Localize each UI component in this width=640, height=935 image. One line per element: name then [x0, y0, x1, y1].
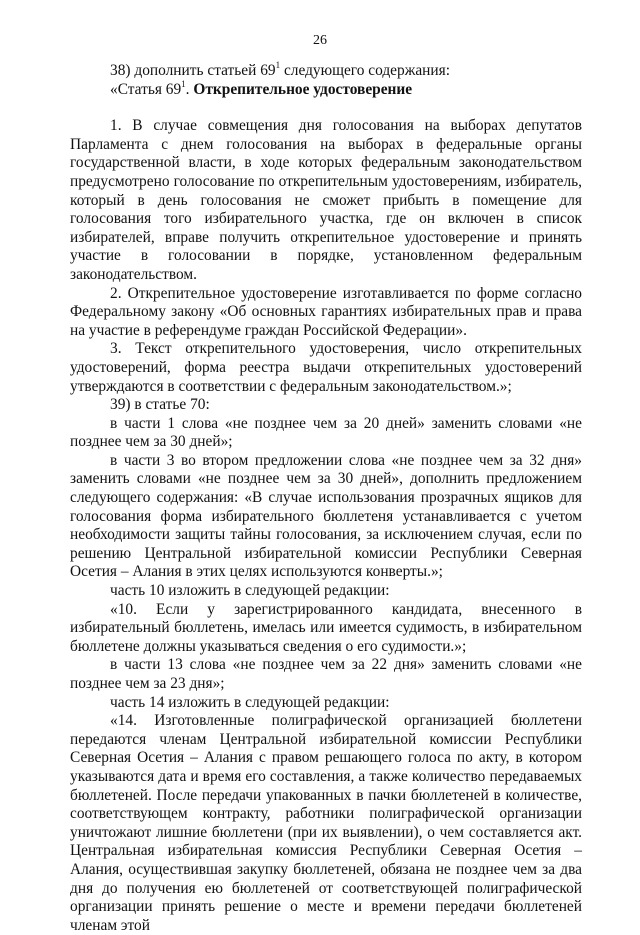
text-segment: «10. Если у зарегистрированного кандидата, внесенного в избирательный бюллетень, имелась или имеется судимость, в избирательном бюллетене должны указываться сведения о его судимости.»; [70, 600, 582, 655]
text-segment: в части 13 слова «не позднее чем за 22 дня» заменить словами «не позднее чем за 23 дня»; [70, 656, 582, 692]
paragraph-p7 [70, 452, 582, 582]
text-segment: «14. Изготовленные полиграфической организацией бюллетени передаются членам Центральной избирательной комиссии Республики Северная Осетия – Алания с правом решающего голоса по акту, в котором указываются дата и время его составления, а также количество передаваемых бюллетеней. После передачи упакованных в пачки бюллетеней в количестве, соответствующем контракту, работники полиграфической организации уничтожают лишние бюллетени (при их выявлении), о чем составляется акт. Центральная избирательная комиссия Республики Северная Осетия – Алания, осуществившая закупку бюллетеней, обязана не позднее чем за два дня до получения ею бюллетеней от соответствующей полиграфической организации принять решение о месте и времени передачи бюллетеней членам этой [70, 712, 582, 934]
superscript: 1 [275, 60, 281, 70]
paragraph-p10 [70, 656, 582, 693]
text-segment: 38) дополнить статьей 69 [110, 62, 276, 79]
text-segment: 39) в статье 70: [110, 396, 210, 414]
text-segment: 1. В случае совмещения дня голосования на выборах депутатов Парламента с днем голосования на выборах в федеральные органы государственной власти, в ходе которых федеральным законодательством предусмотрено голосование по открепительным удостоверениям, избиратель, который в день голосования не сможет прибыть в помещение для голосования того избирательного участка, где он включен в список избирателей, вправе получить открепительное удостоверение и принять участие в голосовании в порядке, установленном федеральным законодательством. [70, 117, 582, 283]
paragraph-p0 [70, 62, 582, 81]
page-number: 26 [313, 33, 327, 48]
text-segment: . [185, 80, 194, 98]
text-segment: часть 14 изложить в следующей редакции: [110, 693, 390, 711]
paragraph-p6 [70, 415, 582, 452]
paragraph-p2 [70, 117, 582, 284]
paragraph-p11 [70, 694, 582, 713]
paragraph-p4 [70, 340, 582, 396]
text-segment: в части 1 слова «не позднее чем за 20 дней» заменить словами «не позднее чем за 30 дней»; [70, 414, 582, 451]
paragraph-p9 [70, 601, 582, 657]
document-body [70, 62, 582, 935]
text-segment: в части 3 во втором предложении слова «не позднее чем за 32 дня» заменить словами «не позднее чем за 30 дней», дополнить предложением следующего содержания: «В случае использования прозрачных ящиков для голосования форма избирательного бюллетеня устанавливается с учетом необходимости защиты тайны голосования, за исключением случая, если по решению Центральной избирательной комиссии Республики Северная Осетия – Алания в этих целях используются конверты.»; [70, 451, 582, 581]
text-segment: следующего содержания: [280, 62, 450, 79]
text-segment: 2. Открепительное удостоверение изготавливается по форме согласно Федеральному закону «Об основных гарантиях избирательных прав и права на участие в референдуме граждан Российской Федерации». [70, 284, 582, 339]
text-segment: часть 10 изложить в следующей редакции: [110, 582, 390, 600]
article-title: Открепительное удостоверение [193, 80, 413, 98]
paragraph-p3 [70, 285, 582, 341]
paragraph-gap [70, 99, 582, 117]
superscript: 1 [181, 78, 186, 89]
paragraph-p8 [70, 582, 582, 601]
paragraph-p5 [70, 396, 582, 415]
paragraph-p1 [70, 78, 582, 100]
text-segment: «Статья 69 [110, 80, 182, 98]
text-segment: 3. Текст открепительного удостоверения, число открепительных удостоверений, форма реестра выдачи открепительных удостоверений утверждаются в соответствии с федеральным законодательством.»; [70, 340, 582, 395]
paragraph-p12 [70, 712, 582, 935]
